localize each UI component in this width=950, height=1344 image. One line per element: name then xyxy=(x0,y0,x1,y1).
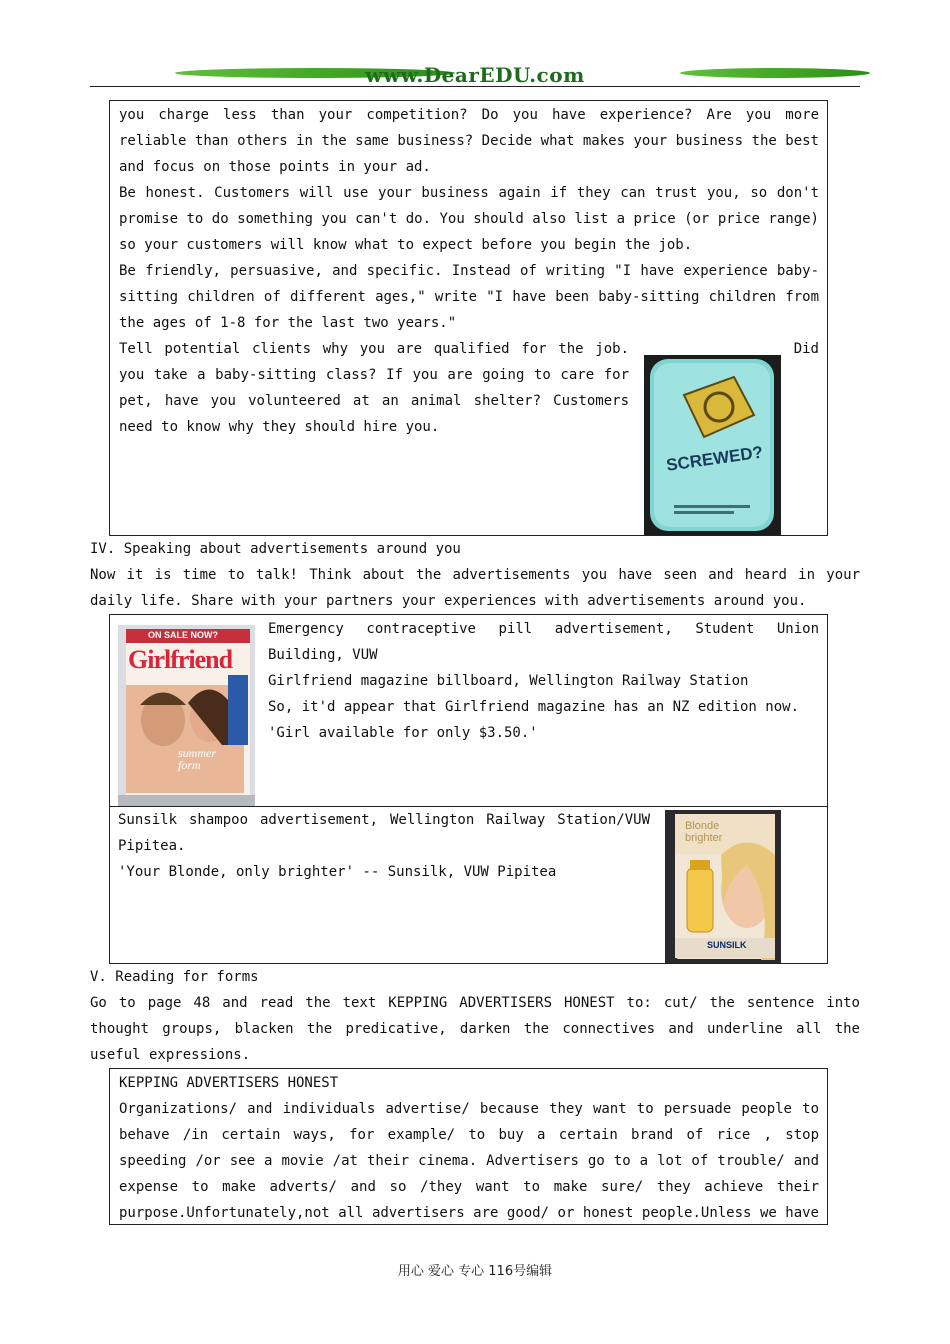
shampoo-bottle-icon xyxy=(687,868,713,932)
section-v-line: useful expressions. xyxy=(90,1047,251,1063)
tips-line: Be friendly, persuasive, and specific. Instead of writing "I have experience baby- xyxy=(119,263,819,279)
reading-text-line: speeding /or see a movie /at their cinema. Advertisers go to a lot of trouble/ and xyxy=(119,1153,819,1169)
screwed-poster-image xyxy=(644,355,781,535)
page-footer: 用心 爱心 专心 116号编辑 xyxy=(397,1264,553,1279)
section-v-line: Go to page 48 and read the text KEPPING ADVERTISERS HONEST to: cut/ the sentence into xyxy=(90,995,860,1011)
reading-text-line: expense to make adverts/ and so /they want to make sure/ they achieve their xyxy=(119,1179,819,1195)
section-iv-line: daily life. Share with your partners your experiences with advertisements around you. xyxy=(90,593,807,609)
tips-line: reliable than others in the same business? Decide what makes your business the best xyxy=(119,133,819,149)
qualified-line: Tell potential clients why you are qualified for the job. xyxy=(119,341,629,357)
header-rule xyxy=(90,86,860,87)
section-v-line: thought groups, blacken the predicative, darken the connectives and underline all the xyxy=(90,1021,860,1037)
ads-box xyxy=(109,614,828,964)
section-v-heading: V. Reading for forms xyxy=(90,969,259,985)
tips-box xyxy=(109,100,828,536)
sunsilk-poster-image xyxy=(665,810,781,963)
sunsilk-caption-line: Pipitea. xyxy=(118,838,186,854)
sunsilk-poster-brand: SUNSILK xyxy=(707,940,747,950)
section-iv-line: Now it is time to talk! Think about the advertisements you have seen and heard in your xyxy=(90,567,860,583)
reading-text-line: Organizations/ and individuals advertise/ because they want to persuade people to xyxy=(119,1101,819,1117)
page-header xyxy=(90,60,860,90)
sunsilk-caption-line: Sunsilk shampoo advertisement, Wellington Railway Station/VUW xyxy=(118,812,650,828)
section-iv-heading: IV. Speaking about advertisements around you xyxy=(90,541,461,557)
qualified-line: need to know why they should hire you. xyxy=(119,419,440,435)
tips-line: and focus on those points in your ad. xyxy=(119,159,431,175)
girlfriend-magazine-image xyxy=(118,625,255,806)
screwed-poster-text: SCREWED? xyxy=(665,442,765,475)
tips-line: sitting children of different ages," write "I have been baby-sitting children from xyxy=(119,289,819,305)
reading-text-title: KEPPING ADVERTISERS HONEST xyxy=(119,1075,339,1091)
site-logo[interactable]: www.DearEDU.com xyxy=(365,63,585,87)
magazine-title: Girlfriend xyxy=(128,645,233,674)
tips-line: you charge less than your competition? Do you have experience? Are you more xyxy=(119,107,819,123)
girlfriend-caption-line: 'Girl available for only $3.50.' xyxy=(268,725,538,741)
qualified-line: pet, have you volunteered at an animal shelter? Customers xyxy=(119,393,629,409)
magazine-banner: ON SALE NOW? xyxy=(148,630,218,640)
qualified-line: you take a baby-sitting class? If you are going to care for xyxy=(119,367,629,383)
tips-line: promise to do something you can't do. You should also list a price (or price range) xyxy=(119,211,819,227)
sunsilk-poster-title: Blonde brighter xyxy=(685,820,723,844)
tips-line: Be honest. Customers will use your business again if they can trust you, so don't xyxy=(119,185,819,201)
magazine-cover-line: summer form xyxy=(178,746,216,772)
girlfriend-caption-line: Building, VUW xyxy=(268,647,378,663)
girlfriend-caption-line: Emergency contraceptive pill advertisement, Student Union xyxy=(268,621,819,637)
reading-text-line: purpose.Unfortunately,not all advertisers are good/ or honest people.Unless we have xyxy=(119,1205,819,1221)
sunsilk-caption-line: 'Your Blonde, only brighter' -- Sunsilk, VUW Pipitea xyxy=(118,864,557,880)
tips-line: the ages of 1-8 for the last two years." xyxy=(119,315,457,331)
did-word: Did xyxy=(793,341,819,357)
girlfriend-caption-line: So, it'd appear that Girlfriend magazine has an NZ edition now. xyxy=(268,699,800,715)
tips-line: so your customers will know what to expect before you begin the job. xyxy=(119,237,693,253)
girlfriend-caption-line: Girlfriend magazine billboard, Wellington Railway Station xyxy=(268,673,749,689)
reading-text-line: behave /in certain ways, for example/ to buy a certain brand of rice , stop xyxy=(119,1127,819,1143)
reading-text-box xyxy=(109,1068,828,1225)
